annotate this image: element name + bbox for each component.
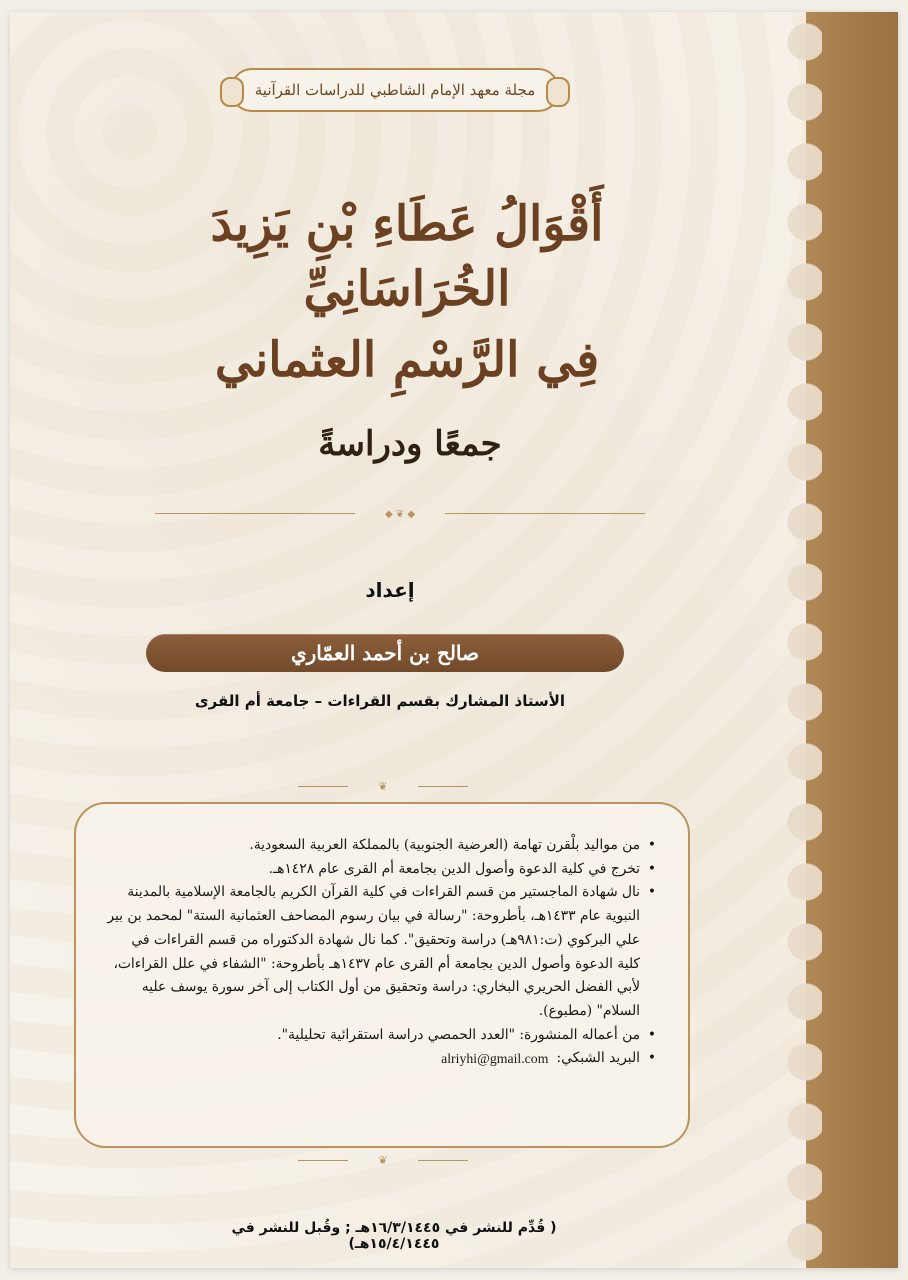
bio-list — [106, 834, 656, 1071]
journal-cover-page — [10, 12, 898, 1268]
divider-ornament-icon: ◆ ❦ ◆ — [384, 508, 416, 520]
author-name-pill — [146, 634, 624, 672]
author-name: صالح بن أحمد العمّاري — [290, 641, 479, 665]
journal-header-text: مجلة معهد الإمام الشاطبي للدراسات القرآنية — [254, 81, 536, 99]
divider-line-right — [445, 513, 645, 514]
divider-line-left — [155, 513, 355, 514]
author-bio-box — [74, 802, 690, 1148]
email-label: • البريد الشبكي: — [556, 1050, 640, 1067]
bio-item: • من أعماله المنشورة: "العدد الحمصي دراسة استقرائية تحليلية". — [106, 1024, 656, 1048]
main-title — [102, 192, 712, 392]
publication-note: ( قُدِّم للنشر في ١٦/٣/١٤٤٥هـ ; وقُبل للنشر في ١٥/٤/١٤٤٥هـ) — [231, 1220, 557, 1252]
bio-item: • تخرج في كلية الدعوة وأصول الدين بجامعة أم القرى عام ١٤٢٨هـ. — [106, 858, 656, 882]
author-role: الأستاذ المشارك بقسم القراءات – جامعة أم القرى — [194, 692, 566, 710]
journal-header-cartouche — [230, 68, 560, 112]
bio-email-item — [106, 1047, 656, 1071]
main-title-line-2: فِي الرَّسْمِ العثماني — [214, 331, 600, 388]
bio-item: • نال شهادة الماجستير من قسم القراءات في كلية القرآن الكريم بالجامعة الإسلامية بالمدينة النبوية عام ١٤٣٣هـ، بأطروحة: "رسالة في بيان رسوم المصاحف العثمانية الستة" لمحمد بن بير علي البركوي (ت:٩٨١هـ) دراسة وتحقيق". كما نال شهادة الدكتوراه من قسم القراءات في كلية الدعوة وأصول الدين بجامعة أم القرى عام ١٤٣٧هـ بأطروحة: "الشفاء في علل القراءات، لأبي الفضل الحريري البخاري: دراسة وتحقيق من أول الكتاب إلى آخر سورة يوسف عليه السلام" (مطبوع). — [106, 881, 656, 1023]
ornament-icon: ❦ — [348, 780, 418, 792]
preparation-label: إعداد — [365, 578, 415, 602]
email-row — [106, 1047, 640, 1071]
subtitle: جمعًا ودراسةً — [318, 424, 502, 464]
title-divider — [155, 508, 645, 520]
lace-border-ornament — [782, 12, 822, 1268]
main-title-line-1: أَقْوَالُ عَطَاءِ بْنِ يَزِيدَ الخُرَاسَانِيِّ — [210, 196, 604, 317]
bio-item: • من مواليد بلْقرن تهامة (العرضية الجنوبية) بالمملكة العربية السعودية. — [106, 834, 656, 858]
email-address: alriyhi@gmail.com — [441, 1051, 549, 1067]
ornament-icon: ❦ — [348, 1154, 418, 1166]
